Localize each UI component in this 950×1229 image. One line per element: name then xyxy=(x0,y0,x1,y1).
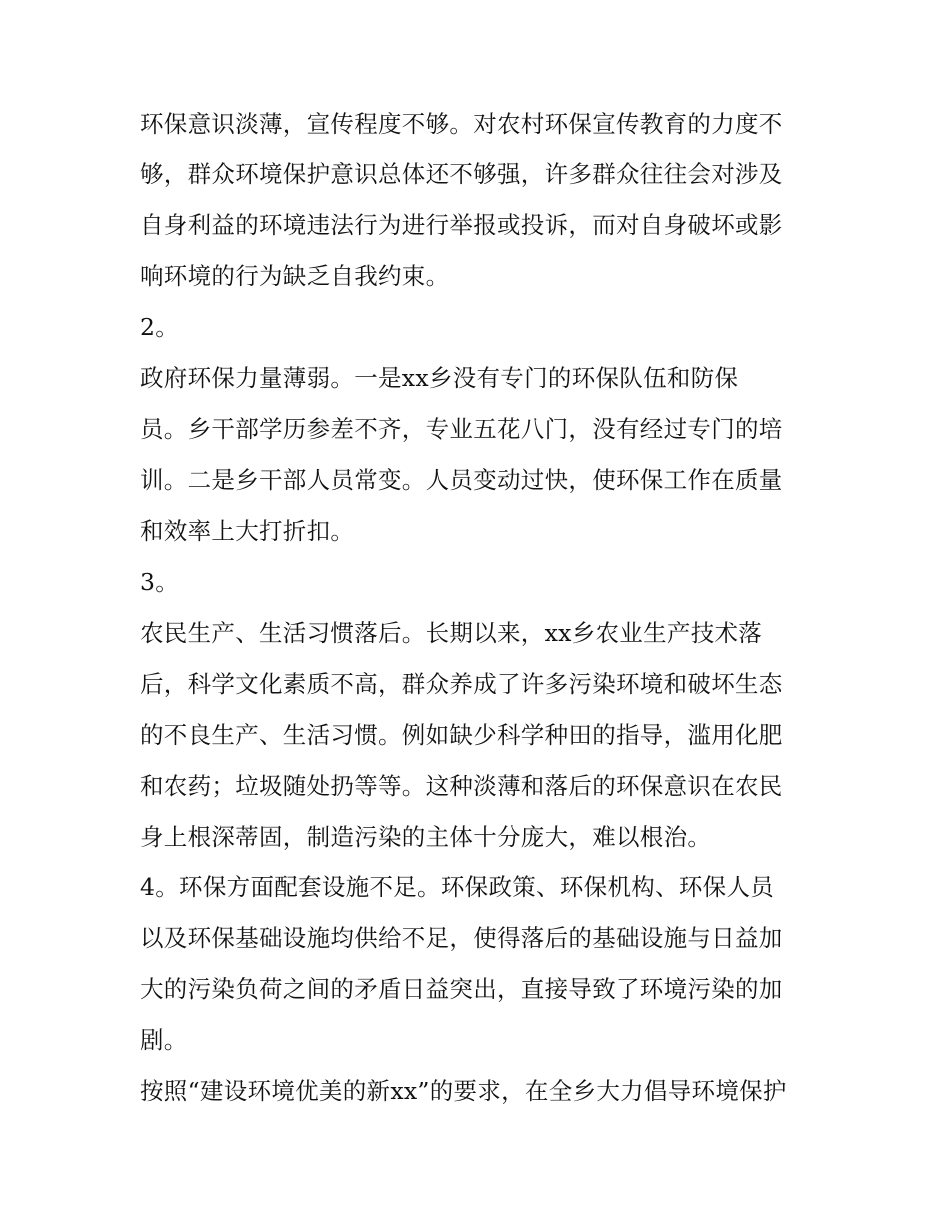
text-line: 和效率上大打折扣。 xyxy=(140,517,355,545)
text-line: 响环境的行为缺乏自我约束。 xyxy=(140,262,450,290)
section-number: 3。 xyxy=(140,568,180,596)
section-number: 2。 xyxy=(140,313,180,341)
text-line: 身上根深蒂固，制造污染的主体十分庞大，难以根治。 xyxy=(140,823,712,851)
text-line: 政府环保力量薄弱。一是xx乡没有专门的环保队伍和防保 xyxy=(140,364,739,392)
text-line: 自身利益的环境违法行为进行举报或投诉，而对自身破坏或影 xyxy=(140,211,783,239)
text-line: 后，科学文化素质不高，群众养成了许多污染环境和破坏生态 xyxy=(140,670,783,698)
text-line: 剧。 xyxy=(140,1026,188,1054)
text-line: 按照“建设环境优美的新xx”的要求，在全乡大力倡导环境保护 xyxy=(140,1077,787,1105)
text-line: 4。环保方面配套设施不足。环保政策、环保机构、环保人员 xyxy=(140,873,775,901)
text-line: 和农药；垃圾随处扔等等。这种淡薄和落后的环保意识在农民 xyxy=(140,772,783,800)
text-line: 训。二是乡干部人员常变。人员变动过快，使环保工作在质量 xyxy=(140,466,783,494)
text-line: 大的污染负荷之间的矛盾日益突出，直接导致了环境污染的加 xyxy=(140,975,783,1003)
text-line: 以及环保基础设施均供给不足，使得落后的基础设施与日益加 xyxy=(140,924,783,952)
text-line: 农民生产、生活习惯落后。长期以来，xx乡农业生产技术落 xyxy=(140,619,763,647)
text-line: 的不良生产、生活习惯。例如缺少科学种田的指导，滥用化肥 xyxy=(140,721,783,749)
text-line: 够，群众环境保护意识总体还不够强，许多群众往往会对涉及 xyxy=(140,160,783,188)
text-line: 员。乡干部学历参差不齐，专业五花八门，没有经过专门的培 xyxy=(140,415,783,443)
text-line: 环保意识淡薄，宣传程度不够。对农村环保宣传教育的力度不 xyxy=(140,110,783,138)
